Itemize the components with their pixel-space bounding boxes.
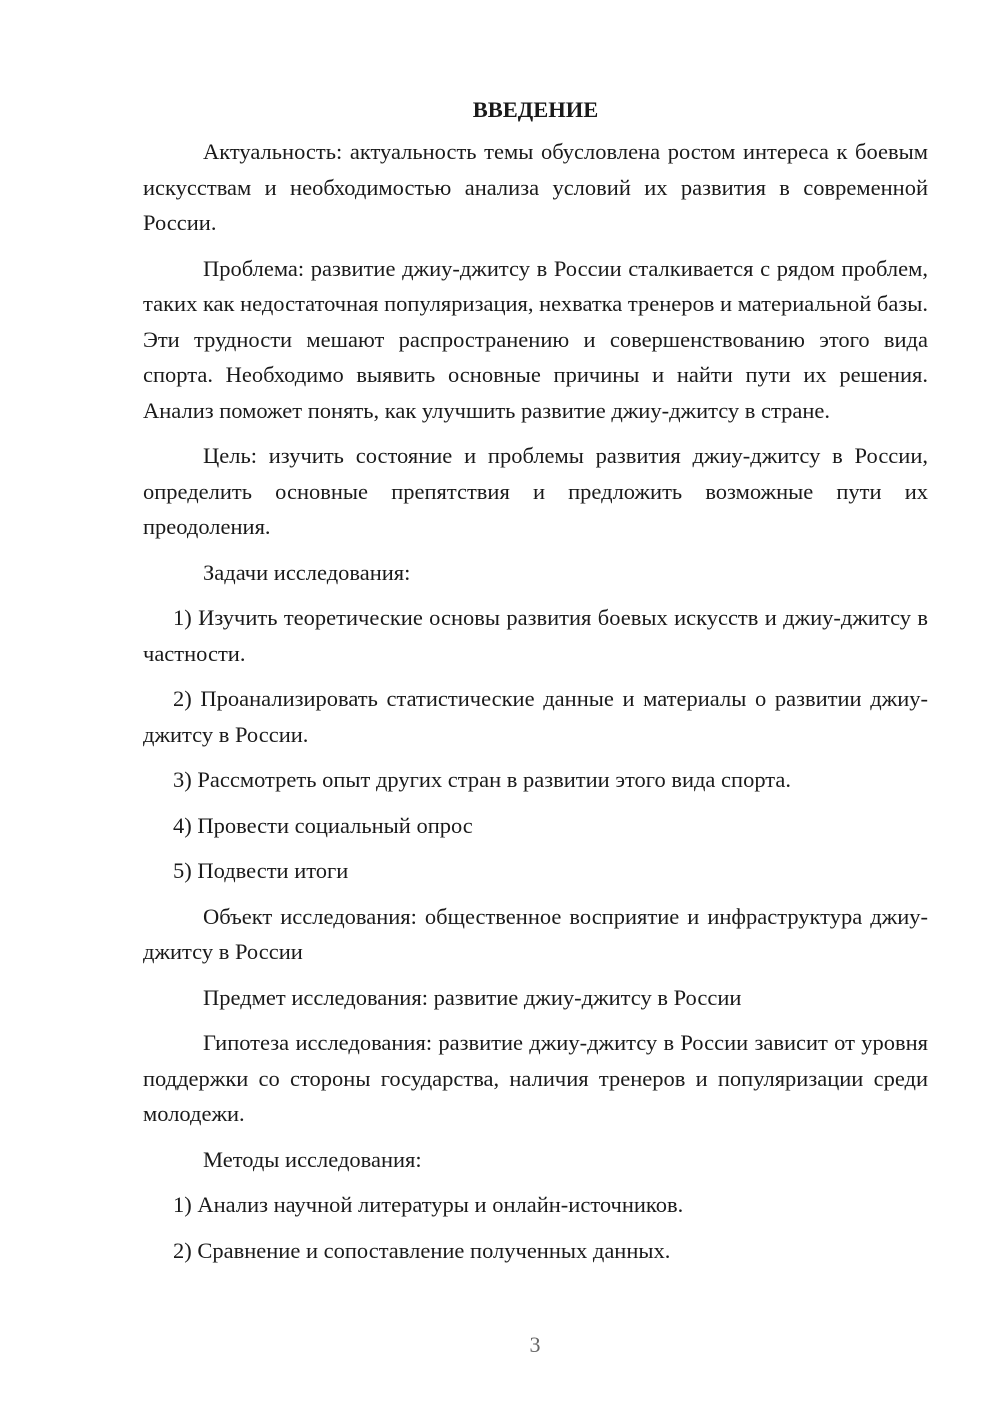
- task-item: 1) Изучить теоретические основы развития боевых искусств и джиу-джитсу в частности.: [143, 605, 928, 666]
- goal-paragraph: Цель: изучить состояние и проблемы развития джиу-джитсу в России, определить основные препятствия и предложить возможные пути их преодоления.: [143, 443, 928, 539]
- methods-title: Методы исследования:: [203, 1146, 422, 1172]
- page-title: ВВЕДЕНИЕ: [472, 97, 599, 122]
- task-item: 4) Провести социальный опрос: [173, 812, 473, 838]
- object-paragraph: Объект исследования: общественное восприятие и инфраструктура джиу-джитсу в России: [143, 903, 928, 964]
- problem-paragraph: Проблема: развитие джиу-джитсу в России сталкивается с рядом проблем, таких как недостаточная популяризация, нехватка тренеров и материальной базы. Эти трудности мешают распространению и совершенствованию этого вида спорта. Необходимо выявить основные причины и найти пути их решения. Анализ поможет понять, как улучшить развитие джиу-джитсу в стране.: [143, 255, 928, 423]
- document-page: [143, 92, 928, 1278]
- task-item: 3) Рассмотреть опыт других стран в развитии этого вида спорта.: [173, 767, 791, 792]
- tasks-title: Задачи исследования:: [203, 559, 411, 585]
- page-number: 3: [529, 1332, 541, 1357]
- task-item: 5) Подвести итоги: [173, 858, 349, 883]
- subject-paragraph: Предмет исследования: развитие джиу-джитсу в России: [203, 984, 742, 1010]
- hypothesis-paragraph: Гипотеза исследования: развитие джиу-джитсу в России зависит от уровня поддержки со стороны государства, наличия тренеров и популяризации среди молодежи.: [143, 1030, 928, 1126]
- method-item: 2) Сравнение и сопоставление полученных данных.: [173, 1237, 671, 1263]
- method-item: 1) Анализ научной литературы и онлайн-источников.: [173, 1192, 684, 1217]
- relevance-paragraph: Актуальность: актуальность темы обусловлена ростом интереса к боевым искусствам и необходимостью анализа условий их развития в современной России.: [143, 139, 928, 235]
- task-item: 2) Проанализировать статистические данные и материалы о развитии джиу-джитсу в России.: [143, 686, 928, 747]
